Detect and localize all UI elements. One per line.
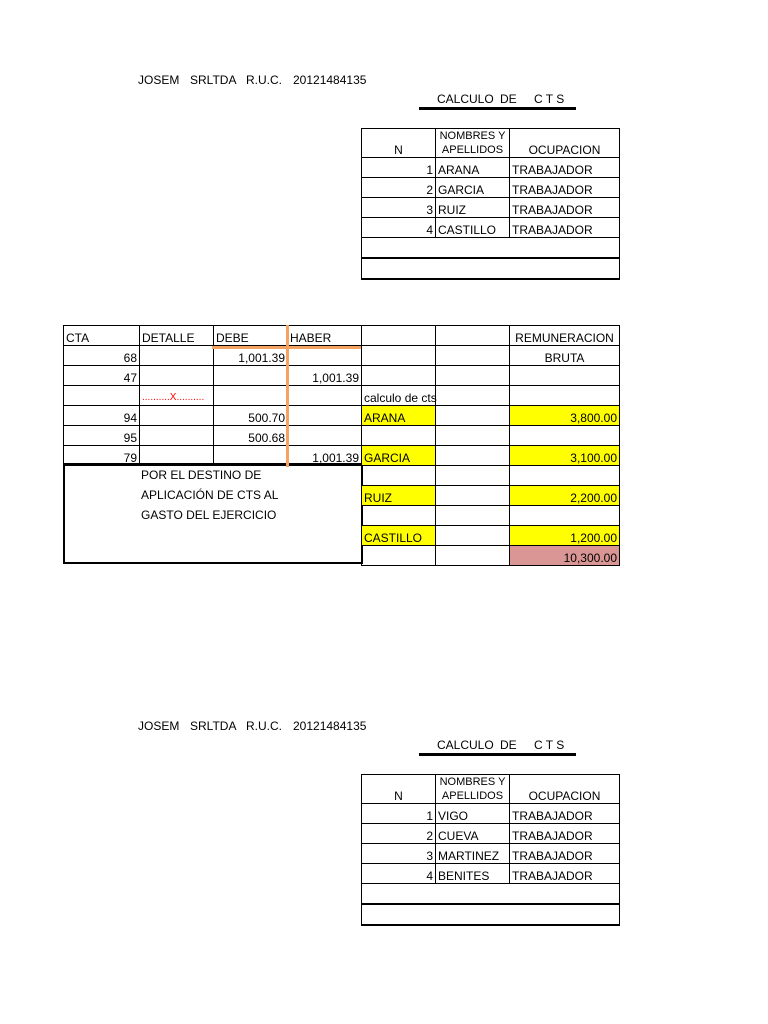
row-occupation: TRABAJADOR	[510, 178, 620, 198]
ruc-number: 20121484135	[293, 719, 367, 733]
row-occupation: TRABAJADOR	[510, 218, 620, 238]
workers-table-2	[361, 774, 620, 926]
company-name: JOSEM	[138, 719, 180, 733]
company-type: SRLTDA	[190, 73, 237, 87]
empty-row	[362, 238, 620, 259]
row-name: BENITES	[436, 864, 510, 884]
calc-label-row	[362, 386, 620, 406]
col-names-header: NOMBRES Y APELLIDOS	[436, 775, 510, 804]
row-number: 3	[362, 844, 436, 864]
total-row	[362, 546, 620, 566]
remuneration-total: 10,300.00	[510, 546, 620, 566]
row-occupation: TRABAJADOR	[510, 158, 620, 178]
row-occupation: TRABAJADOR	[510, 864, 620, 884]
table-row	[362, 178, 620, 198]
row-debe: 500.68	[214, 426, 288, 446]
row-name: VIGO	[436, 804, 510, 824]
remuneration-row	[362, 446, 620, 466]
row-number: 2	[362, 824, 436, 844]
row-cta: 94	[64, 406, 140, 426]
worker-name: GARCIA	[362, 446, 436, 466]
remuneration-row	[362, 526, 620, 546]
col-haber-header: HABER	[288, 326, 362, 346]
row-detalle	[140, 426, 214, 446]
row-occupation: TRABAJADOR	[510, 198, 620, 218]
row-name: ARANA	[436, 158, 510, 178]
row-debe	[214, 366, 288, 386]
row-debe	[214, 386, 288, 406]
company-name: JOSEM	[138, 73, 180, 87]
row-haber: 1,001.39	[288, 366, 362, 386]
col-names-header: NOMBRES Y APELLIDOS	[436, 129, 510, 158]
t-account-vertical-mark	[286, 325, 289, 467]
row-detalle	[140, 406, 214, 426]
remuneration-table	[361, 325, 620, 566]
row-number: 1	[362, 804, 436, 824]
table-row	[362, 864, 620, 884]
table-row	[362, 218, 620, 238]
row-name: MARTINEZ	[436, 844, 510, 864]
journal-header-row	[64, 326, 362, 346]
company-type: SRLTDA	[190, 719, 237, 733]
title-underline	[419, 107, 576, 110]
table-row	[362, 158, 620, 178]
row-name: CASTILLO	[436, 218, 510, 238]
row-occupation: TRABAJADOR	[510, 844, 620, 864]
empty-row	[362, 884, 620, 905]
row-cta: 79	[64, 446, 140, 466]
row-number: 3	[362, 198, 436, 218]
col-debe-header: DEBE	[214, 326, 288, 346]
empty-row	[362, 426, 620, 446]
row-number: 4	[362, 864, 436, 884]
row-debe: 500.70	[214, 406, 288, 426]
row-haber: 1,001.39	[288, 446, 362, 466]
title-word: C T S	[534, 738, 565, 752]
row-occupation: TRABAJADOR	[510, 824, 620, 844]
table-row	[362, 844, 620, 864]
row-haber	[288, 406, 362, 426]
journal-gloss-box	[63, 463, 363, 564]
worker-name: CASTILLO	[362, 526, 436, 546]
empty-cell	[362, 326, 436, 346]
row-detalle	[140, 346, 214, 366]
journal-row	[64, 406, 362, 426]
journal-row	[64, 426, 362, 446]
row-name: GARCIA	[436, 178, 510, 198]
empty-row	[362, 366, 620, 386]
worker-remuneration: 2,200.00	[510, 486, 620, 506]
remuneration-header-row	[362, 326, 620, 346]
table-row	[362, 804, 620, 824]
row-name: RUIZ	[436, 198, 510, 218]
remuneration-subheader: BRUTA	[510, 346, 620, 366]
workers-table-1	[361, 128, 620, 280]
title-word: DE	[500, 738, 517, 752]
title-word: CALCULO	[437, 738, 494, 752]
ruc-number: 20121484135	[293, 73, 367, 87]
title-word: C T S	[534, 92, 565, 106]
remuneration-header: REMUNERACION	[510, 326, 620, 346]
ruc-label: R.U.C.	[246, 719, 282, 733]
row-cta	[64, 386, 140, 406]
col-occupation-header: OCUPACION	[510, 129, 620, 158]
table-row	[362, 198, 620, 218]
col-n-header: N	[362, 775, 436, 804]
col-n-header: N	[362, 129, 436, 158]
worker-name: RUIZ	[362, 486, 436, 506]
separator-mark: ..........X..........	[140, 386, 214, 406]
row-name: CUEVA	[436, 824, 510, 844]
remuneration-row	[362, 486, 620, 506]
gloss-line: APLICACIÓN DE CTS AL	[141, 488, 279, 502]
row-occupation: TRABAJADOR	[510, 804, 620, 824]
col-cta-header: CTA	[64, 326, 140, 346]
row-cta: 47	[64, 366, 140, 386]
worker-name: ARANA	[362, 406, 436, 426]
row-number: 4	[362, 218, 436, 238]
table-row	[362, 824, 620, 844]
title-word: DE	[500, 92, 517, 106]
title-word: CALCULO	[437, 92, 494, 106]
col-occupation-header: OCUPACION	[510, 775, 620, 804]
row-detalle	[140, 366, 214, 386]
row-haber	[288, 386, 362, 406]
row-cta: 68	[64, 346, 140, 366]
title-underline	[419, 753, 576, 756]
gloss-line: POR EL DESTINO DE	[141, 468, 262, 482]
empty-row	[362, 904, 620, 925]
gloss-line: GASTO DEL EJERCICIO	[141, 508, 277, 522]
row-haber	[288, 426, 362, 446]
row-debe: 1,001.39	[214, 346, 288, 366]
calc-label: calculo de cts	[362, 386, 436, 406]
row-cta: 95	[64, 426, 140, 446]
empty-row	[362, 258, 620, 279]
journal-row	[64, 386, 362, 406]
ruc-label: R.U.C.	[246, 73, 282, 87]
remuneration-header-row	[362, 346, 620, 366]
col-detalle-header: DETALLE	[140, 326, 214, 346]
empty-cell	[362, 346, 436, 366]
row-number: 2	[362, 178, 436, 198]
empty-row	[362, 466, 620, 486]
empty-cell	[436, 346, 510, 366]
journal-row	[64, 366, 362, 386]
worker-remuneration: 3,800.00	[510, 406, 620, 426]
empty-row	[362, 506, 620, 526]
worker-remuneration: 3,100.00	[510, 446, 620, 466]
empty-cell	[436, 326, 510, 346]
worker-remuneration: 1,200.00	[510, 526, 620, 546]
remuneration-row	[362, 406, 620, 426]
row-number: 1	[362, 158, 436, 178]
